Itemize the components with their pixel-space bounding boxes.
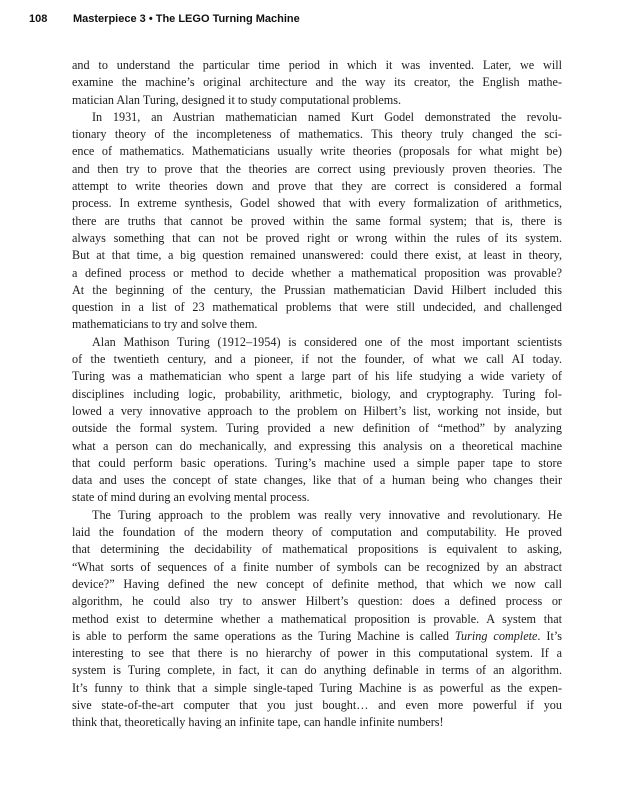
text-line: data and uses the concept of state changes, like that of a human being who changes their [72, 473, 562, 488]
text-line-with-emphasis [72, 628, 562, 645]
body-text [72, 57, 562, 732]
text-line: Alan Mathison Turing (1912–1954) is considered one of the most important scientists [92, 334, 562, 349]
text-line: outside the formal system. Turing provided a new definition of “method” by analyzing [72, 421, 562, 436]
text-segment: is able to perform the same operations as the Turing Machine is called [72, 628, 449, 643]
running-header [29, 13, 300, 25]
text-line: The Turing approach to the problem was really very innovative and revolutionary. He [92, 507, 562, 522]
paragraph-2 [72, 109, 562, 334]
text-line: that determining the decidability of mathematical propositions is equivalent to asking, [72, 542, 562, 557]
text-line: lowed a very innovative approach to the problem on Hilbert’s list, working not inside, but [72, 403, 562, 418]
text-segment: . It’s [537, 628, 562, 643]
text-line: that could perform basic operations. Turing’s machine used a simple paper tape to store [72, 455, 562, 470]
text-line: algorithm, he could also try to answer Hilbert’s question: does a defined process or [72, 594, 562, 609]
text-line: method exist to determine whether a mathematical proposition is provable. A system that [72, 611, 562, 626]
text-line: ence of mathematics. Mathematicians usually write theories (proposals for what might be) [72, 144, 562, 159]
text-line: tionary theory of the incompleteness of mathematics. This theory truly changed the sci- [72, 127, 562, 142]
text-line: always something that can not be proved right or wrong within the rules of its system. [72, 230, 562, 245]
text-line: a defined process or method to decide whether a mathematical proposition was provable? [72, 265, 562, 280]
paragraph-4 [72, 507, 562, 732]
text-line: what a person can do mechanically, and expressing this analysis on a theoretical machine [72, 438, 562, 453]
text-line: mathematicians to try and solve them. [72, 317, 258, 332]
text-line: attempt to write theories down and prove that they are correct is considered a formal [72, 179, 562, 194]
text-line: question in a list of 23 mathematical problems that were still undecided, and challenged [72, 300, 562, 315]
text-line: and to understand the particular time period in which it was invented. Later, we will [72, 58, 562, 72]
text-line: In 1931, an Austrian mathematician named Kurt Godel demonstrated the revolu- [92, 109, 562, 124]
text-line: sive state-of-the-art computer that you just bought… and even more powerful if you [72, 697, 562, 712]
emphasized-term: Turing complete [454, 628, 538, 643]
text-line: system is Turing complete, in fact, it can do anything definable in terms of an algorithm. [72, 663, 562, 678]
text-line: disciplines including logic, probability, arithmetic, biology, and cryptography. Turing fol- [72, 386, 562, 401]
text-line: But at that time, a big question remained unanswered: could there exist, at least in theory, [72, 248, 562, 263]
text-line: there are truths that cannot be proved within the same formal system; that is, there is [72, 213, 562, 228]
text-line: At the beginning of the century, the Prussian mathematician David Hilbert included this [72, 282, 562, 297]
text-line: It’s funny to think that a simple single-taped Turing Machine is as powerful as the expen- [72, 680, 562, 695]
text-line: think that, theoretically having an infinite tape, can handle infinite numbers! [72, 715, 444, 730]
paragraph-3 [72, 334, 562, 507]
text-line: matician Alan Turing, designed it to study computational problems. [72, 92, 402, 107]
text-line: interesting to see that there is no hierarchy of power in this computational system. If a [72, 646, 562, 661]
paragraph-1 [72, 57, 562, 109]
text-line: and then try to prove that the theories are correct using previously proven theories. The [72, 161, 562, 176]
text-line: device?” Having defined the new concept of definite method, that which we now call [72, 576, 562, 591]
text-line: state of mind during an evolving mental process. [72, 490, 310, 505]
running-title: Masterpiece 3 • The LEGO Turning Machine [73, 13, 300, 25]
text-line: of the twentieth century, and a pioneer, if not the founder, of what we call AI today. [72, 352, 562, 367]
page-number: 108 [29, 13, 48, 25]
text-line: Turing was a mathematician who spent a large part of his life studying a wide variety of [72, 369, 562, 384]
text-line: examine the machine’s original architecture and the way its creator, the English mathe- [72, 75, 562, 90]
text-line: laid the foundation of the modern theory of computation and computability. He proved [72, 525, 562, 540]
text-line: process. In extreme synthesis, Godel showed that with every formalization of arithmetics, [72, 196, 562, 211]
text-line: “What sorts of sequences of a finite number of symbols can be recognized by an abstract [72, 559, 562, 574]
